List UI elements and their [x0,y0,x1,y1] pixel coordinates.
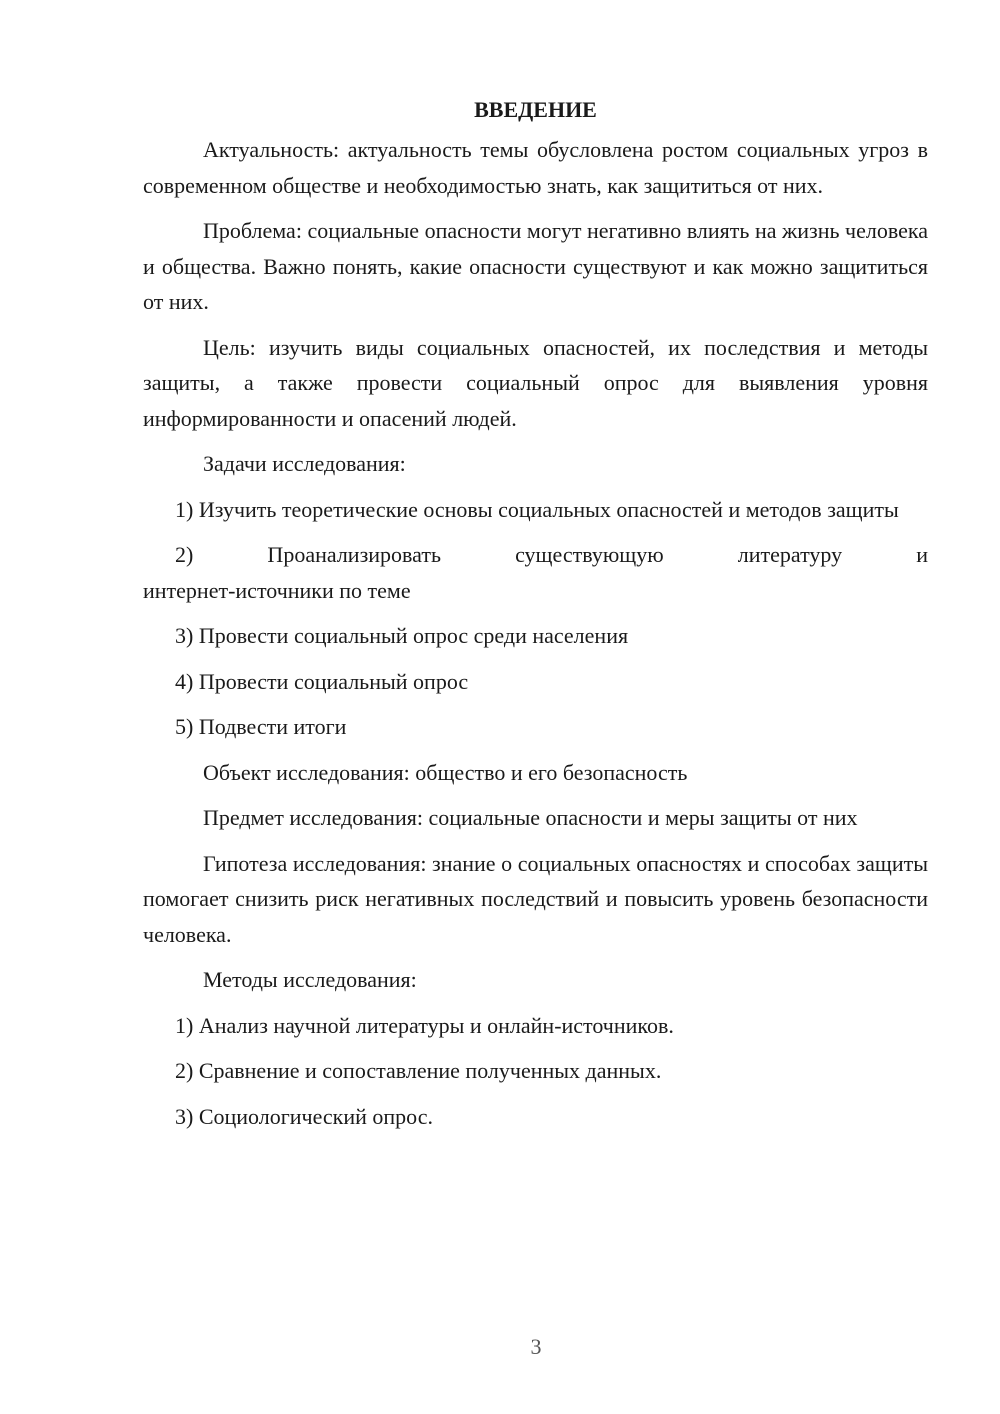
task-item-5: 5) Подвести итоги [175,714,347,739]
hypothesis-paragraph: Гипотеза исследования: знание о социальных опасностях и способах защиты помогает снизить риск негативных последствий и повысить уровень безопасности человека. [143,850,928,947]
object-paragraph: Объект исследования: общество и его безопасность [203,759,688,785]
method-item-1: 1) Анализ научной литературы и онлайн-источников. [175,1012,674,1038]
section-title: ВВЕДЕНИЕ [474,97,597,122]
method-item-3: 3) Социологический опрос. [175,1103,433,1129]
method-item-2: 2) Сравнение и сопоставление полученных данных. [175,1058,662,1083]
task-item-2-continuation: интернет-источники по теме [143,577,411,603]
task-item-2: 2) Проанализировать существующую литературу и [175,542,928,567]
task-item-3: 3) Провести социальный опрос среди населения [175,623,629,648]
problem-paragraph: Проблема: социальные опасности могут негативно влиять на жизнь человека и общества. Важно понять, какие опасности существуют и как можно защититься от них. [143,218,928,314]
relevance-paragraph: Актуальность: актуальность темы обусловлена ростом социальных угроз в современном обществе и необходимостью знать, как защититься от них. [143,137,928,198]
tasks-heading: Задачи исследования: [203,451,406,476]
document-page [143,92,928,1144]
task-item-1: 1) Изучить теоретические основы социальных опасностей и методов защиты [175,496,899,522]
page-number: 3 [530,1334,542,1359]
goal-paragraph: Цель: изучить виды социальных опасностей, их последствия и методы защиты, а также провести социальный опрос для выявления уровня информированности и опасений людей. [143,334,928,431]
methods-heading: Методы исследования: [203,967,417,992]
subject-paragraph: Предмет исследования: социальные опасности и меры защиты от них [203,805,858,830]
task-item-4: 4) Провести социальный опрос [175,668,469,694]
